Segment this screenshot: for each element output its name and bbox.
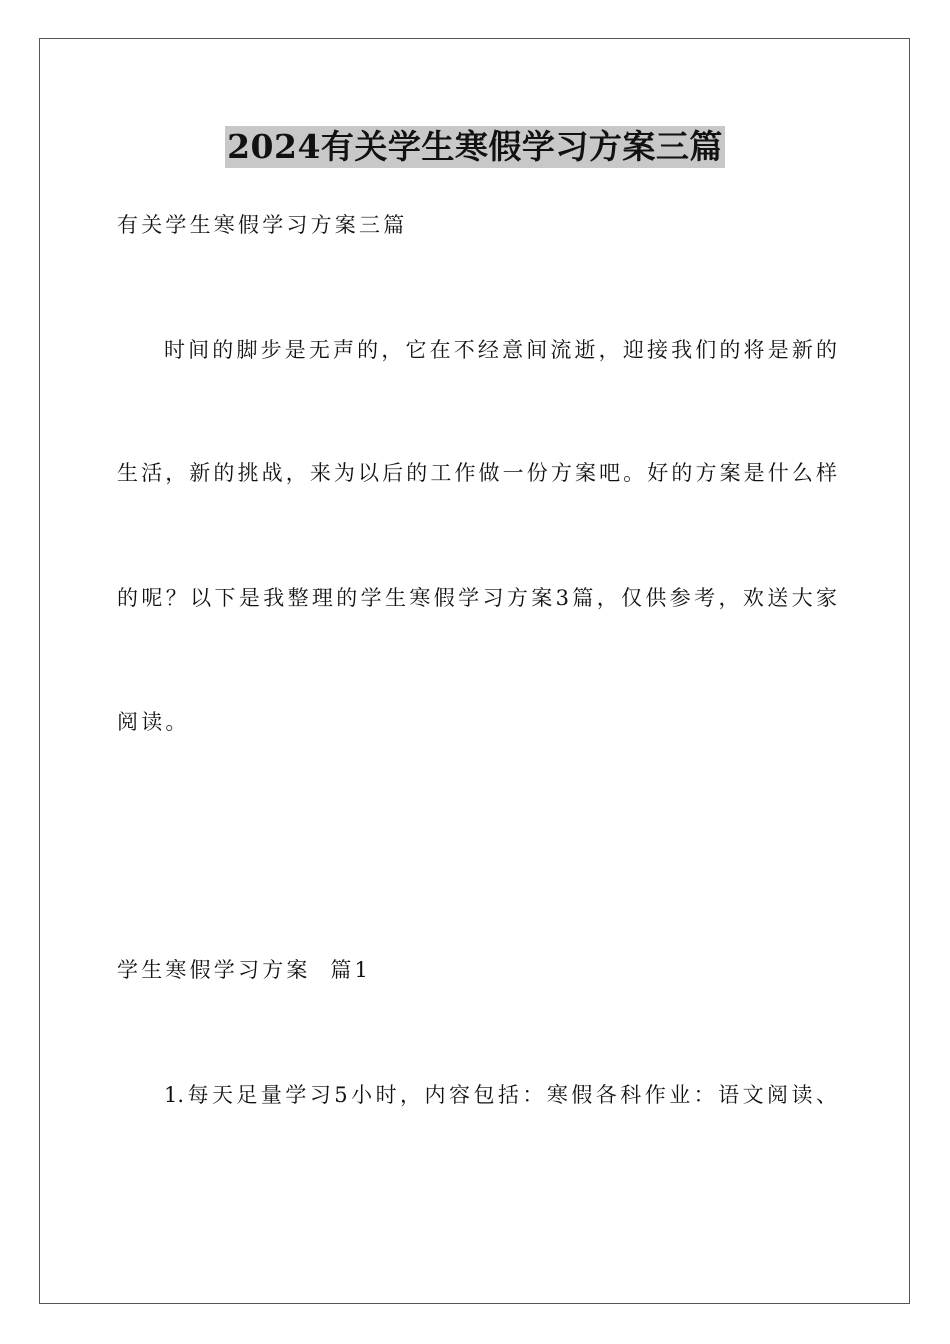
section-heading: 学生寒假学习方案 篇1 bbox=[117, 958, 372, 982]
intro-line-2: 生活，新的挑战，来为以后的工作做一份方案吧。好的方案是什么样 bbox=[117, 461, 837, 485]
intro-line-4: 阅读。 bbox=[117, 710, 190, 734]
document-title bbox=[0, 126, 950, 168]
list-item: 1.每天足量学习5小时，内容包括：寒假各科作业：语文阅读、 bbox=[164, 1083, 837, 1107]
intro-line-3: 的呢？以下是我整理的学生寒假学习方案3篇，仅供参考，欢送大家 bbox=[117, 586, 837, 610]
intro-line-1: 时间的脚步是无声的，它在不经意间流逝，迎接我们的将是新的 bbox=[164, 338, 837, 362]
document-subtitle: 有关学生寒假学习方案三篇 bbox=[117, 213, 408, 237]
document-title-text: 2024有关学生寒假学习方案三篇 bbox=[227, 127, 723, 166]
